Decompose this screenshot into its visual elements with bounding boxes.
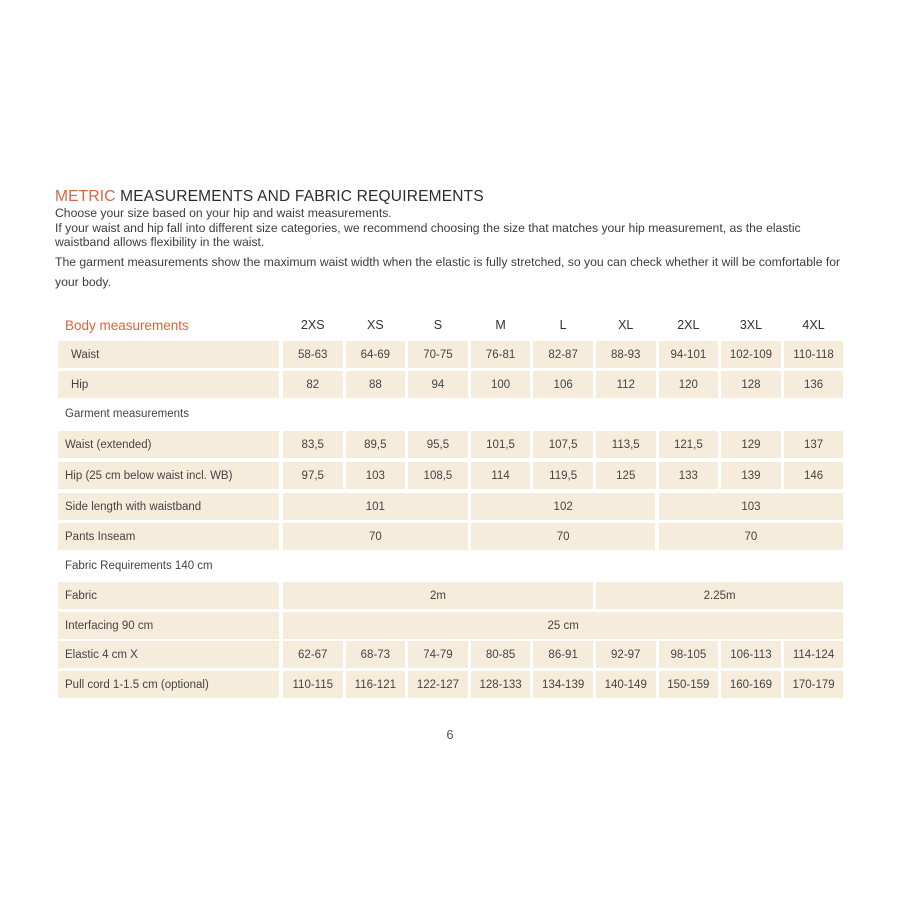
table-cell: 113,5 [596, 431, 656, 458]
table-cell: 150-159 [659, 671, 719, 698]
table-cell: 2.25m [596, 582, 843, 609]
table-cell: 106 [533, 371, 593, 398]
table-cell: 68-73 [346, 641, 406, 668]
table-cell: 146 [784, 462, 844, 489]
row-label: Elastic 4 cm X [58, 641, 279, 668]
size-header: 2XS [300, 318, 325, 332]
table-cell: 121,5 [659, 431, 719, 458]
table-cell: 116-121 [346, 671, 406, 698]
table-cell: 70 [471, 523, 656, 550]
table-cell: 95,5 [408, 431, 468, 458]
intro-line: If your waist and hip fall into different size categories, we recommend choosing the size that matches your hip measurement, as the elastic waistband allows flexibility in the waist. [55, 220, 801, 249]
table-cell: 122-127 [408, 671, 468, 698]
size-header: L [559, 318, 567, 332]
size-header: 3XL [739, 318, 763, 332]
table-cell: 62-67 [283, 641, 343, 668]
table-cell: 136 [784, 371, 844, 398]
table-cell: 140-149 [596, 671, 656, 698]
size-header: S [433, 318, 443, 332]
table-cell: 80-85 [471, 641, 531, 668]
table-cell: 125 [596, 462, 656, 489]
table-cell: 101,5 [471, 431, 531, 458]
table-cell: 119,5 [533, 462, 593, 489]
section-label: Fabric Requirements 140 cm [65, 560, 213, 572]
table-cell: 102 [471, 493, 656, 520]
table-cell: 89,5 [346, 431, 406, 458]
table-cell: 110-118 [784, 341, 844, 368]
table-cell: 94-101 [659, 341, 719, 368]
table-cell: 64-69 [346, 341, 406, 368]
table-cell: 129 [721, 431, 781, 458]
size-header: M [495, 318, 506, 332]
table-cell: 97,5 [283, 462, 343, 489]
table-cell: 120 [659, 371, 719, 398]
table-cell: 82-87 [533, 341, 593, 368]
intro-line: The garment measurements show the maximum waist width when the elastic is fully stretched, so you can check whether it will be comfortable for your body. [55, 254, 841, 289]
table-cell: 103 [346, 462, 406, 489]
table-cell: 83,5 [283, 431, 343, 458]
table-cell: 137 [784, 431, 844, 458]
table-cell: 25 cm [283, 612, 843, 639]
table-cell: 88-93 [596, 341, 656, 368]
table-cell: 112 [596, 371, 656, 398]
size-header: 4XL [802, 318, 825, 332]
table-cell: 160-169 [721, 671, 781, 698]
table-cell: 114 [471, 462, 531, 489]
size-header: XL [618, 318, 634, 332]
table-cell: 74-79 [408, 641, 468, 668]
table-cell: 70 [659, 523, 844, 550]
size-header: XS [367, 318, 384, 332]
row-label: Hip (25 cm below waist incl. WB) [58, 462, 279, 489]
table-cell: 114-124 [784, 641, 844, 668]
table-cell: 108,5 [408, 462, 468, 489]
table-cell: 134-139 [533, 671, 593, 698]
table-cell: 98-105 [659, 641, 719, 668]
table-cell: 106-113 [721, 641, 781, 668]
body-measurements-header: Body measurements [65, 317, 189, 333]
row-label: Waist [58, 341, 279, 368]
table-cell: 82 [283, 371, 343, 398]
table-cell: 70-75 [408, 341, 468, 368]
row-label: Hip [58, 371, 279, 398]
table-cell: 2m [283, 582, 593, 609]
section-label: Garment measurements [65, 408, 189, 420]
table-cell: 128 [721, 371, 781, 398]
table-cell: 94 [408, 371, 468, 398]
table-cell: 88 [346, 371, 406, 398]
row-label: Interfacing 90 cm [58, 612, 279, 639]
row-label: Pants Inseam [58, 523, 279, 550]
row-label: Waist (extended) [58, 431, 279, 458]
table-cell: 100 [471, 371, 531, 398]
table-cell: 92-97 [596, 641, 656, 668]
table-cell: 101 [283, 493, 468, 520]
table-cell: 107,5 [533, 431, 593, 458]
page-number: 6 [446, 727, 454, 742]
table-cell: 128-133 [471, 671, 531, 698]
table-cell: 110-115 [283, 671, 343, 698]
page-title: METRIC MEASUREMENTS AND FABRIC REQUIREMENTS [55, 188, 484, 205]
row-label: Fabric [58, 582, 279, 609]
table-cell: 58-63 [283, 341, 343, 368]
table-cell: 139 [721, 462, 781, 489]
table-cell: 76-81 [471, 341, 531, 368]
table-cell: 102-109 [721, 341, 781, 368]
table-cell: 170-179 [784, 671, 844, 698]
table-cell: 86-91 [533, 641, 593, 668]
row-label: Pull cord 1-1.5 cm (optional) [58, 671, 279, 698]
table-cell: 133 [659, 462, 719, 489]
row-label: Side length with waistband [58, 493, 279, 520]
table-cell: 70 [283, 523, 468, 550]
intro-line: Choose your size based on your hip and waist measurements. [55, 206, 392, 220]
table-cell: 103 [659, 493, 844, 520]
size-header: 2XL [677, 318, 700, 332]
